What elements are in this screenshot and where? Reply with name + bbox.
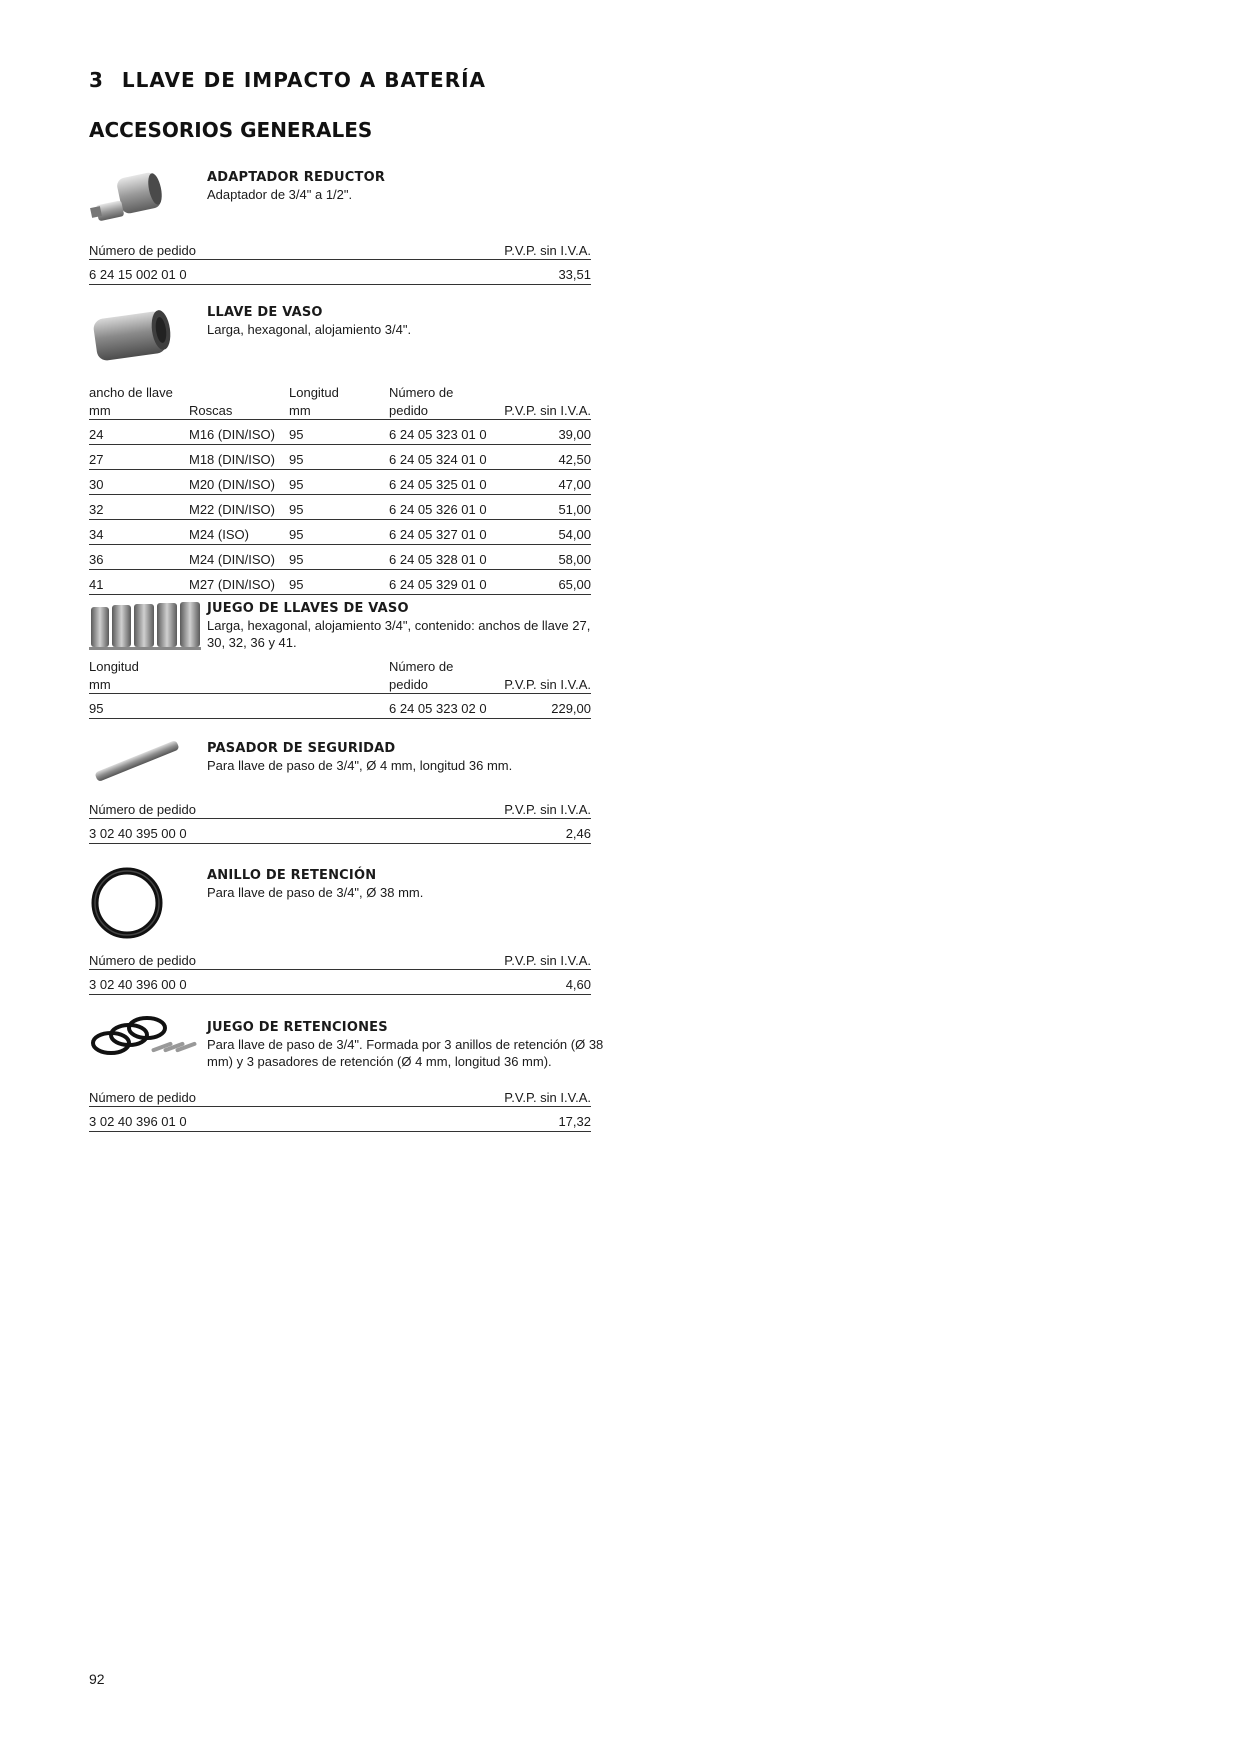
product-description: Para llave de paso de 3/4", Ø 38 mm. [207, 885, 424, 900]
cell-thread: M18 (DIN/ISO) [189, 445, 289, 470]
column-header: P.V.P. sin I.V.A. [499, 401, 591, 420]
order-table [89, 241, 591, 285]
cell-width: 36 [89, 545, 189, 570]
table-row [89, 445, 591, 470]
table-row [89, 970, 591, 995]
column-header [189, 383, 289, 401]
column-header: pedido [389, 675, 499, 694]
chapter-title: LLAVE DE IMPACTO A BATERÍA [121, 68, 487, 92]
cell-width: 27 [89, 445, 189, 470]
table-row [89, 470, 591, 495]
cell-thread: M16 (DIN/ISO) [189, 420, 289, 445]
product-llave-de-vaso [89, 301, 591, 591]
socket-set-icon [89, 601, 201, 651]
cell-length: 95 [289, 545, 389, 570]
cell-length: 95 [289, 445, 389, 470]
product-anillo-de-retencion [89, 863, 591, 993]
table-row [89, 570, 591, 595]
cell-length: 95 [289, 570, 389, 595]
order-number: 3 02 40 396 01 0 [89, 1107, 366, 1132]
section-title: ACCESORIOS GENERALES [89, 118, 373, 142]
cell-price: 54,00 [499, 520, 591, 545]
price: 2,46 [366, 819, 591, 844]
table-row [89, 545, 591, 570]
cell-order-number: 6 24 05 326 01 0 [389, 495, 499, 520]
cell-order-number: 6 24 05 323 02 0 [389, 694, 499, 719]
column-header: ancho de llave [89, 385, 173, 400]
product-title: JUEGO DE RETENCIONES [207, 1020, 388, 1035]
price: 4,60 [366, 970, 591, 995]
table-row [89, 1107, 591, 1132]
column-header [499, 657, 591, 675]
locking-pin-icon [89, 736, 181, 788]
column-header: Roscas [189, 401, 289, 420]
column-header-order: Número de pedido [89, 951, 366, 970]
cell-order-number: 6 24 05 327 01 0 [389, 520, 499, 545]
column-header: Número de [389, 385, 454, 400]
cell-thread: M24 (DIN/ISO) [189, 545, 289, 570]
product-description: Para llave de paso de 3/4", Ø 4 mm, longitud 36 mm. [207, 758, 513, 773]
product-title: ANILLO DE RETENCIÓN [207, 868, 377, 883]
column-header: mm [89, 401, 189, 420]
product-title: ADAPTADOR REDUCTOR [207, 170, 386, 185]
column-header-order: Número de pedido [89, 1088, 366, 1107]
order-table [89, 951, 591, 995]
column-header-price: P.V.P. sin I.V.A. [366, 1088, 591, 1107]
cell-price: 58,00 [499, 545, 591, 570]
column-header: pedido [389, 401, 499, 420]
cell-price: 39,00 [499, 420, 591, 445]
product-description: Larga, hexagonal, alojamiento 3/4". [207, 322, 412, 337]
cell-thread: M20 (DIN/ISO) [189, 470, 289, 495]
column-header: Número de [389, 659, 454, 674]
cell-order-number: 6 24 05 328 01 0 [389, 545, 499, 570]
product-pasador-de-seguridad [89, 736, 591, 856]
cell-length: 95 [289, 420, 389, 445]
reducer-adapter-icon [89, 169, 171, 231]
order-table [89, 800, 591, 844]
order-number: 6 24 15 002 01 0 [89, 260, 366, 285]
price: 33,51 [366, 260, 591, 285]
cell-length: 95 [289, 470, 389, 495]
cell-thread: M24 (ISO) [189, 520, 289, 545]
cell-width: 30 [89, 470, 189, 495]
cell-length: 95 [289, 520, 389, 545]
column-header-order: Número de pedido [89, 800, 366, 819]
chapter-heading [89, 68, 486, 92]
cell-order-number: 6 24 05 323 01 0 [389, 420, 499, 445]
cell-thread: M27 (DIN/ISO) [189, 570, 289, 595]
table-row [89, 694, 591, 719]
product-adaptador-reductor [89, 165, 591, 285]
cell-length: 95 [289, 495, 389, 520]
cell-thread: M22 (DIN/ISO) [189, 495, 289, 520]
socket-set-table [89, 657, 591, 719]
cell-price: 42,50 [499, 445, 591, 470]
order-number: 3 02 40 396 00 0 [89, 970, 366, 995]
column-header-price: P.V.P. sin I.V.A. [366, 951, 591, 970]
cell-price: 51,00 [499, 495, 591, 520]
cell-price: 229,00 [499, 694, 591, 719]
socket-table [89, 383, 591, 595]
column-header [499, 383, 591, 401]
impact-socket-icon [89, 305, 173, 371]
column-header: Longitud [89, 659, 139, 674]
table-row [89, 819, 591, 844]
cell-width: 34 [89, 520, 189, 545]
cell-order-number: 6 24 05 324 01 0 [389, 445, 499, 470]
product-juego-de-retenciones [89, 1015, 604, 1145]
retention-set-icon [89, 1015, 201, 1063]
column-header-price: P.V.P. sin I.V.A. [366, 241, 591, 260]
column-header: Longitud [289, 385, 339, 400]
page-number: 92 [89, 1671, 105, 1687]
column-header: mm [89, 675, 389, 694]
cell-width: 32 [89, 495, 189, 520]
chapter-number: 3 [89, 68, 104, 92]
product-title: JUEGO DE LLAVES DE VASO [207, 601, 409, 616]
product-description: Adaptador de 3/4" a 1/2". [207, 187, 353, 202]
product-title: PASADOR DE SEGURIDAD [207, 741, 396, 756]
cell-length: 95 [89, 694, 389, 719]
price: 17,32 [366, 1107, 591, 1132]
order-number: 3 02 40 395 00 0 [89, 819, 366, 844]
column-header-price: P.V.P. sin I.V.A. [366, 800, 591, 819]
retaining-ring-icon [89, 863, 169, 943]
cell-price: 47,00 [499, 470, 591, 495]
column-header: P.V.P. sin I.V.A. [499, 675, 591, 694]
column-header: mm [289, 401, 389, 420]
table-row [89, 520, 591, 545]
table-row [89, 260, 591, 285]
product-title: LLAVE DE VASO [207, 305, 323, 320]
table-row [89, 420, 591, 445]
order-table [89, 1088, 591, 1132]
cell-price: 65,00 [499, 570, 591, 595]
cell-order-number: 6 24 05 325 01 0 [389, 470, 499, 495]
product-description: Para llave de paso de 3/4". Formada por 3 anillos de retención (Ø 38 mm) y 3 pasadores de retención (Ø 4 mm, longitud 36 mm). [207, 1037, 604, 1069]
cell-width: 24 [89, 420, 189, 445]
cell-order-number: 6 24 05 329 01 0 [389, 570, 499, 595]
cell-width: 41 [89, 570, 189, 595]
column-header-order: Número de pedido [89, 241, 366, 260]
product-description: Larga, hexagonal, alojamiento 3/4", contenido: anchos de llave 27, 30, 32, 36 y 41. [207, 618, 591, 650]
product-juego-de-llaves-de-vaso [89, 601, 591, 731]
table-row [89, 495, 591, 520]
